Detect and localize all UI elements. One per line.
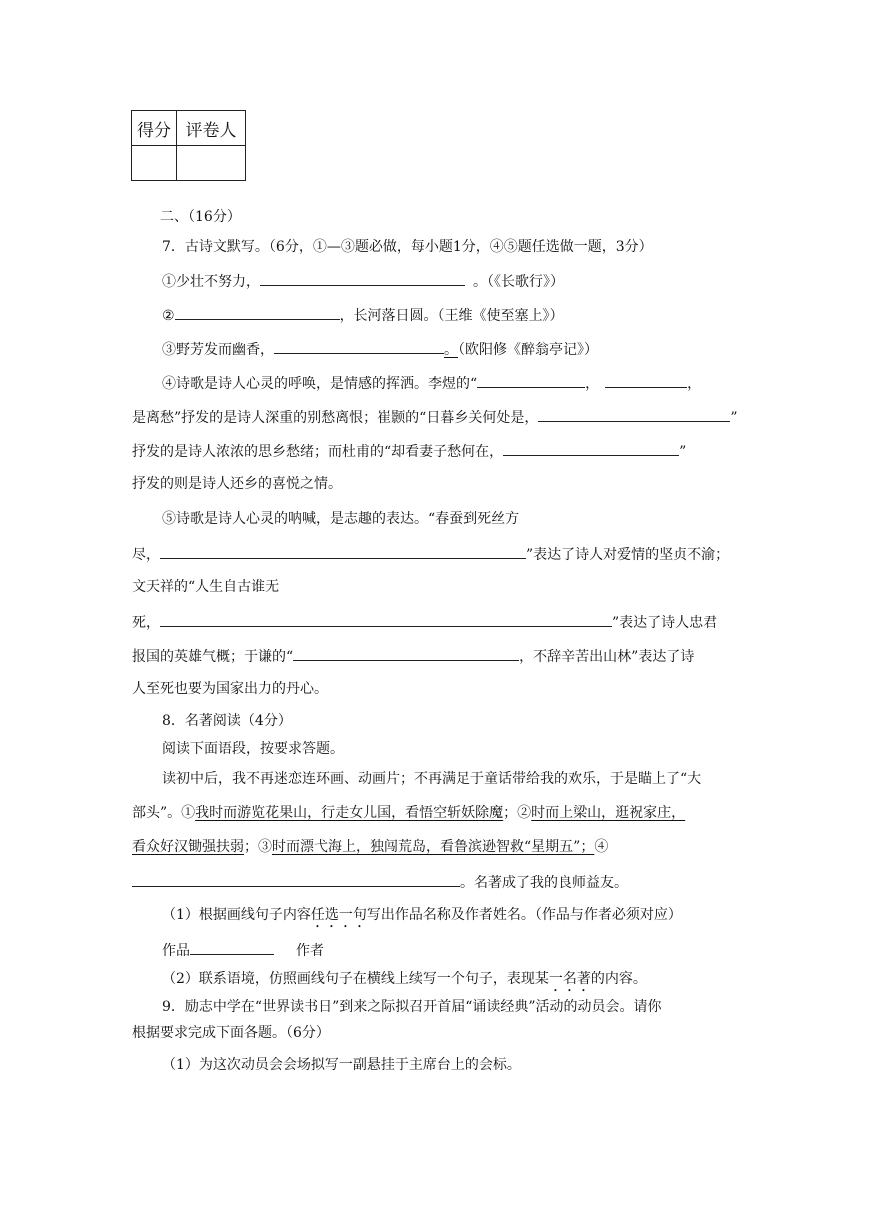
q7-item4-blank1[interactable] xyxy=(477,372,585,388)
q8-sub2-emphasis: 一名著 xyxy=(548,971,591,987)
q7-item4-comma2: ， xyxy=(687,376,702,392)
score-cell[interactable] xyxy=(132,146,177,181)
q8-para-line3-b: ；③ xyxy=(244,839,272,855)
q7-item5-line4-text: 死， xyxy=(132,615,160,631)
q9-sub1: （1）为这次动员会会场拟写一副悬挂于主席台上的会标。 xyxy=(162,1057,521,1073)
q7-item2-source: ，长河落日圆。（王维《使至塞上》） xyxy=(339,308,564,324)
q9-title-line1: 9．励志中学在“世界读书日”到来之际拟召开首届“诵读经典”活动的动员会。请你 xyxy=(162,999,662,1015)
q7-item5-blank2[interactable] xyxy=(160,611,612,627)
q7-item4-line3 xyxy=(132,440,686,462)
q8-underlined-sentence-1: 我时而游览花果山，行走女儿国，看悟空斩妖除魔 xyxy=(195,805,504,821)
q7-item5-line6: 人至死也要为国家出力的丹心。 xyxy=(132,681,328,697)
q7-item4-line2-text: 是离愁”抒发的是诗人深重的别愁离恨；崔颢的“日暮乡关何处是， xyxy=(132,410,539,426)
q8-title: 8．名著阅读（4分） xyxy=(162,713,292,729)
q7-item4-quote2: ” xyxy=(679,444,687,460)
q7-item4-line4: 抒发的则是诗人还乡的喜悦之情。 xyxy=(132,476,342,492)
q7-item5-line4-tail: ”表达了诗人忠君 xyxy=(612,615,718,631)
q9-title-line2: 根据要求完成下面各题。（6分） xyxy=(132,1025,330,1041)
q7-item4-blank4[interactable] xyxy=(503,440,679,456)
q7-item1 xyxy=(162,270,564,292)
q8-para-line3-d: ④ xyxy=(594,839,609,855)
q7-item1-source: 。（《长歌行》） xyxy=(473,274,564,290)
q8-para-line1: 读初中后，我不再迷恋连环画、动画片；不再满足于童话带给我的欢乐，于是瞄上了“大 xyxy=(162,771,702,787)
q8-underlined-sentence-2a: 时而上梁山，逛祝家庄， xyxy=(531,805,686,821)
q7-item1-blank[interactable] xyxy=(260,270,465,286)
q8-sub1 xyxy=(162,905,682,931)
q8-sub1-emphasis: 任选一句 xyxy=(310,907,367,923)
q8-para-line4 xyxy=(132,871,628,893)
q7-item2 xyxy=(162,304,564,326)
q7-item5-line2-text: 尽， xyxy=(132,547,160,563)
q8-underlined-sentence-2b: 看众好汉锄强扶弱 xyxy=(132,839,244,855)
grader-header: 评卷人 xyxy=(177,111,246,146)
q7-item5-line4 xyxy=(132,611,717,633)
q7-item5-line2-tail: ”表达了诗人对爱情的坚贞不渝； xyxy=(526,547,730,563)
q7-item5-blank1[interactable] xyxy=(160,543,526,559)
q7-item5-line3: 文天祥的“人生自古谁无 xyxy=(132,579,280,595)
q7-item5-line1: ⑤诗歌是诗人心灵的呐喊，是志趣的表达。“春蚕到死丝方 xyxy=(162,511,520,527)
q8-para-line3 xyxy=(132,837,608,857)
q7-item4-quote: ” xyxy=(730,410,738,426)
q7-item4-line1 xyxy=(162,372,701,394)
q7-item4-text: ④诗歌是诗人心灵的呼唤，是情感的挥洒。李煜的“ xyxy=(162,376,478,392)
q7-item1-text: ①少壮不努力， xyxy=(162,274,260,290)
q7-item3-text: ③野芳发而幽香， xyxy=(162,342,274,358)
q8-para-line4-text: 。名著成了我的良师益友。 xyxy=(460,875,628,891)
q8-para-line2 xyxy=(132,803,685,823)
q8-sub2-post: 的内容。 xyxy=(590,971,647,987)
grader-cell[interactable] xyxy=(177,146,246,181)
q8-continuation-blank[interactable] xyxy=(132,871,460,887)
q7-item3-source: （欧阳修《醉翁亭记》） xyxy=(458,342,598,358)
q8-para-line2-a: 部头”。① xyxy=(132,805,196,821)
q8-work-blank[interactable] xyxy=(190,939,274,955)
q8-sub2 xyxy=(162,969,647,995)
q8-sub1-pre: （1）根据画线句子内容 xyxy=(162,907,311,923)
score-table xyxy=(131,110,246,181)
q7-item5-line2 xyxy=(132,543,729,565)
q7-item3 xyxy=(162,338,598,360)
section-heading: 二、（16分） xyxy=(160,209,241,225)
q8-sub1-post: 写出作品名称及作者姓名。（作品与作者必须对应） xyxy=(366,907,682,923)
q7-item4-line3-text: 抒发的是诗人浓浓的思乡愁绪；而杜甫的“却看妻子愁何在， xyxy=(132,444,504,460)
q7-item3-period: 。 xyxy=(444,342,458,358)
q8-underlined-sentence-3: 时而漂弋海上，独闯荒岛，看鲁滨逊智救“星期五”； xyxy=(272,839,595,855)
q7-item5-line5-text: 报国的英雄气概；于谦的“ xyxy=(132,649,294,665)
q8-para-line2-c: ；② xyxy=(503,805,532,821)
q7-item4-blank3[interactable] xyxy=(538,406,730,422)
q8-sub1-answer xyxy=(162,939,324,961)
q7-item5-blank3[interactable] xyxy=(293,645,519,661)
score-header: 得分 xyxy=(132,111,177,146)
q8-instruction: 阅读下面语段，按要求答题。 xyxy=(162,741,344,757)
q8-work-label: 作品 xyxy=(162,943,190,959)
q7-item5-line5-tail: ，不辞辛苦出山林”表达了诗 xyxy=(519,649,695,665)
q8-sub2-pre: （2）联系语境，仿照画线句子在横线上续写一个句子，表现某 xyxy=(162,971,549,987)
q7-item2-text: ② xyxy=(162,308,175,324)
q8-author-label: 作者 xyxy=(296,943,324,959)
q7-item4-comma: ， xyxy=(585,376,600,392)
q7-item3-blank[interactable] xyxy=(274,338,444,354)
q7-item5-line5 xyxy=(132,645,694,667)
q7-item4-line2 xyxy=(132,406,738,428)
q7-title: 7．古诗文默写。（6分，①—③题必做，每小题1分，④⑤题任选做一题，3分） xyxy=(162,239,653,255)
q7-item2-blank[interactable] xyxy=(175,304,340,320)
q7-item4-blank2[interactable] xyxy=(605,372,687,388)
